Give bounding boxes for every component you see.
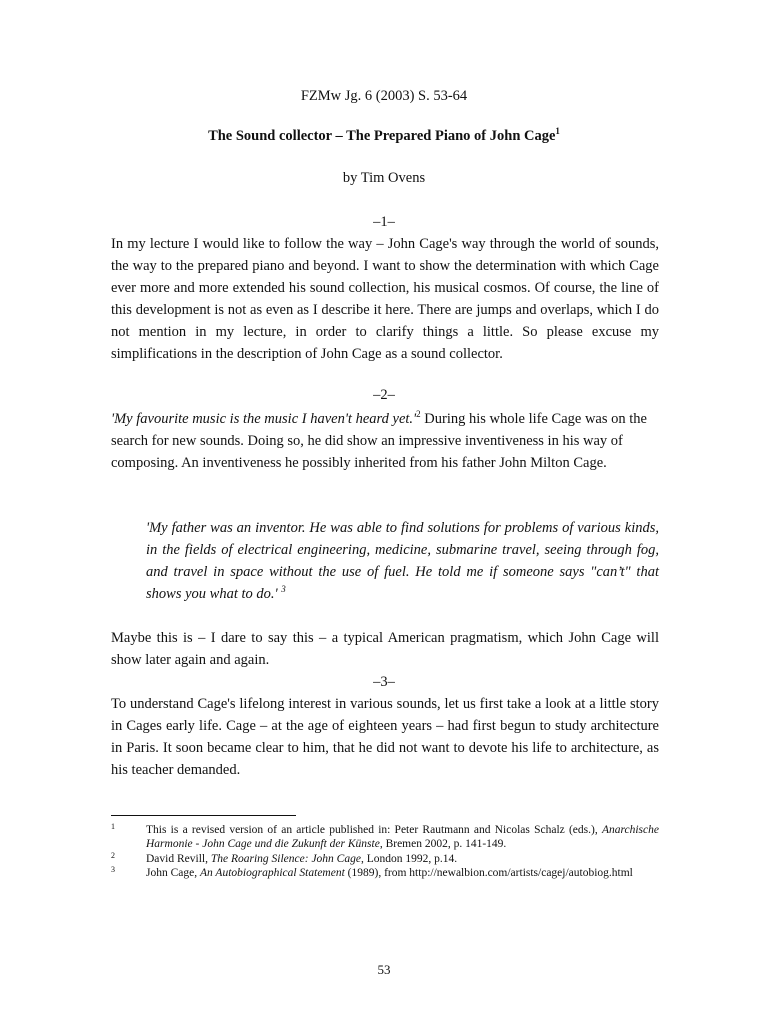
block-quote <box>146 517 659 605</box>
footnote-number: 3 <box>111 865 115 874</box>
section-1-paragraph: In my lecture I would like to follow the way – John Cage's way through the world of sounds, the way to the prepared piano and beyond. I want to show the determination with which Cage ever more and more extended his sound collection, his musical cosmos. Of course, the line of this development is not as even as I describe it here. There are jumps and overlaps, which I do not mention in my lecture, in order to clarify things a little. So please excuse my simplifications in the description of John Cage as a sound collector. <box>111 236 659 362</box>
footnote-italic-title: Anarchische Harmonie - John Cage und die Zukunft der Künste <box>146 824 659 850</box>
title-footnote-ref: 1 <box>555 126 560 136</box>
section-marker-3: –3– <box>373 674 395 690</box>
footnote-2 <box>111 852 659 866</box>
footnote-text-part: David Revill, <box>146 853 211 865</box>
footnote-italic-title: The Roaring Silence: John Cage <box>210 853 361 865</box>
footnote-italic-title: An Autobiographical Statement <box>199 867 345 879</box>
section-2-closing-paragraph: Maybe this is – I dare to say this – a typical American pragmatism, which John Cage will show later again and again. <box>111 630 659 668</box>
footnote-text <box>146 866 659 880</box>
journal-reference: FZMw Jg. 6 (2003) S. 53-64 <box>300 88 468 104</box>
title-text: The Sound collector – The Prepared Piano of John Cage <box>208 127 556 144</box>
footnote-text-part: This is a revised version of an article published in: Peter Rautmann and Nicolas Schalz (eds.), <box>146 824 602 836</box>
section-2-paragraph <box>111 408 659 474</box>
footnote-text <box>146 852 659 866</box>
inline-quote: 'My favourite music is the music I haven't heard yet.' <box>111 411 417 427</box>
footnote-text-part: (1989), from http://newalbion.com/artists/cagej/autobiog.html <box>344 867 633 879</box>
footnote-text <box>146 823 659 851</box>
section-2-text: During his whole life Cage was on the search for new sounds. Doing so, he did show an impressive inventiveness in his way of composing. An inventiveness he possibly inherited from his father John Milton Cage. <box>111 411 647 471</box>
footnote-1 <box>111 823 659 851</box>
footnote-text-part: , London 1992, p.14. <box>360 853 458 865</box>
footnote-divider <box>111 815 296 816</box>
footnote-3 <box>111 866 659 880</box>
footnote-text-part: John Cage, <box>146 867 200 879</box>
footnote-text-part: , Bremen 2002, p. 141-149. <box>379 838 507 850</box>
author-byline: by Tim Ovens <box>342 170 426 186</box>
footnote-number: 2 <box>111 851 115 860</box>
block-quote-text: 'My father was an inventor. He was able to find solutions for problems of various kinds, in the fields of electrical engineering, medicine, submarine travel, seeing through fog, and travel in space without the use of fuel. He told me if someone says "can’t" that shows you what to do.' <box>146 520 659 602</box>
section-3-paragraph: To understand Cage's lifelong interest in various sounds, let us first take a look at a little story in Cages early life. Cage – at the age of eighteen years – had first begun to study architecture in Paris. It soon became clear to him, that he did not want to devote his life to architecture, as his teacher demanded. <box>111 696 659 778</box>
article-title <box>0 126 768 145</box>
section-marker-2: –2– <box>373 387 395 403</box>
footnote-ref-3: 3 <box>281 584 286 595</box>
page-number: 53 <box>377 962 391 977</box>
section-marker-1: –1– <box>373 214 395 230</box>
footnote-number: 1 <box>111 822 115 831</box>
footnote-ref-2: 2 <box>416 409 421 420</box>
